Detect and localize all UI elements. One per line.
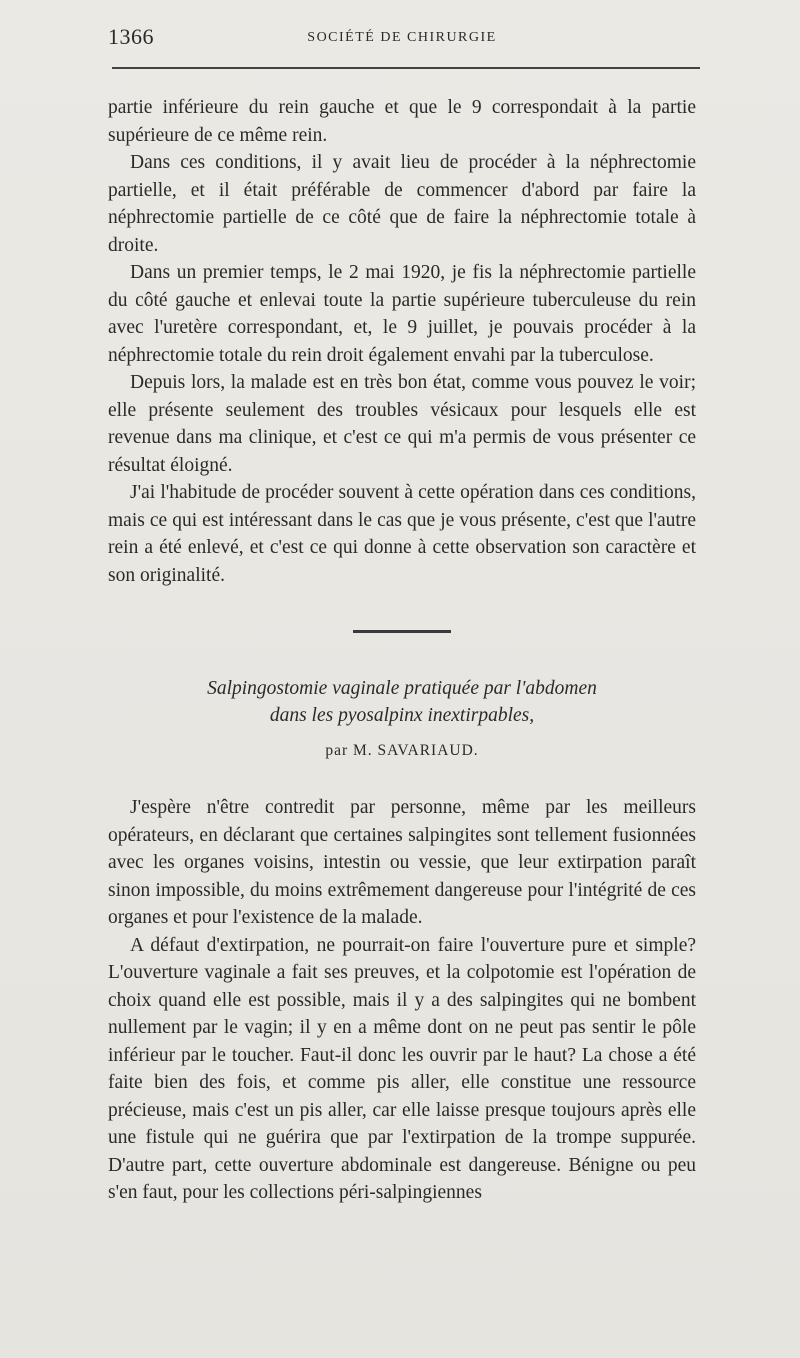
paragraph: Depuis lors, la malade est en très bon état, comme vous pouvez le voir; elle présente seulement des troubles vésicaux pour lesquels elle est revenue dans ma clinique, et c'est ce qui m'a permis de vous présenter ce résultat éloigné. [108, 372, 696, 476]
paragraph: J'espère n'être contredit par personne, même par les meilleurs opérateurs, en déclarant que certaines salpingites sont tellement fusionnées avec les organes voisins, intestin ou vessie, que leur extirpation paraît sinon impossible, du moins extrêmement dangereuse pour l'intégrité de ces organes et pour l'existence de la malade. [108, 797, 696, 928]
paragraph: Dans ces conditions, il y avait lieu de procéder à la néphrectomie partielle, et il était préférable de commencer d'abord par faire la néphrectomie partielle de ce côté que de faire la néphrectomie totale à droite. [108, 152, 696, 256]
paragraph: A défaut d'extirpation, ne pourrait-on faire l'ouverture pure et simple? L'ouverture vaginale a fait ses preuves, et la colpotomie est l'opération de choix quand elle est possible, mais il y a des salpingites qui ne bombent nullement par le vagin; il y en a même dont on ne peut pas sentir le pôle inférieur par le toucher. Faut-il donc les ouvrir par le haut? La chose a été faite bien des fois, et comme pis aller, elle constitue une ressource précieuse, mais c'est un pis aller, car elle laisse presque toujours après elle une fistule qui ne guérira que par l'extirpation de la trompe suppurée. D'autre part, cette ouverture abdominale est dangereuse. Bénigne ou peu s'en faut, pour les collections péri-salpingiennes [108, 934, 696, 1203]
continuation-text [108, 94, 696, 589]
section-separator [353, 630, 451, 633]
page-number: 1366 [108, 24, 154, 49]
article-title [108, 675, 696, 729]
paragraph: Dans un premier temps, le 2 mai 1920, je fis la néphrectomie partielle du côté gauche et enlevai toute la partie supérieure tuberculeuse du rein avec l'uretère correspondant, et, le 9 juillet, je pouvais procéder à la néphrectomie totale du rein droit également envahi par la tuberculose. [108, 262, 696, 366]
article-body [108, 794, 696, 1207]
article-title-line: Salpingostomie vaginale pratiquée par l'abdomen [207, 678, 597, 699]
paragraph: J'ai l'habitude de procéder souvent à cette opération dans ces conditions, mais ce qui est intéressant dans le cas que je vous présente, c'est que l'autre rein a été enlevé, et c'est ce qui donne à cette observation son caractère et son originalité. [108, 482, 696, 586]
paragraph: partie inférieure du rein gauche et que le 9 correspondait à la partie supérieure de ce même rein. [108, 97, 696, 146]
running-head: SOCIÉTÉ DE CHIRURGIE [307, 30, 497, 45]
header-rule [112, 67, 700, 69]
article-title-line: dans les pyosalpinx inextirpables, [269, 705, 535, 726]
page-header [108, 20, 696, 64]
article-byline: par M. SAVARIAUD. [325, 742, 479, 759]
